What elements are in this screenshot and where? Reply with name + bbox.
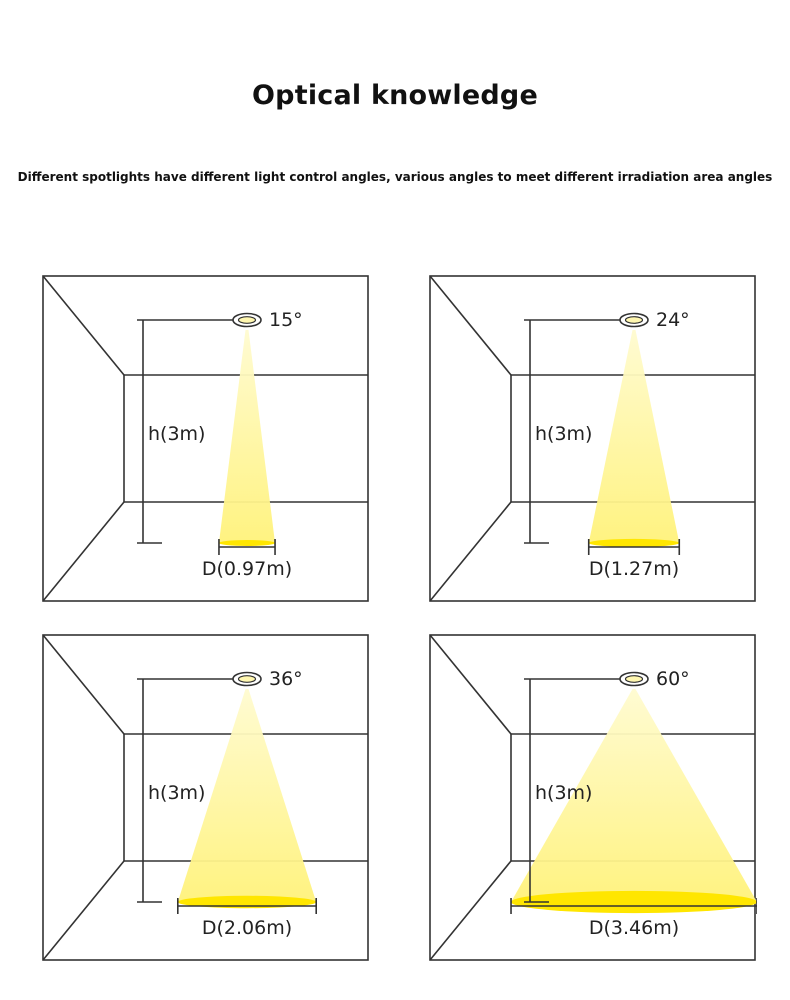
spotlight-icon: [233, 673, 261, 686]
beam-floor-spot: [219, 540, 275, 546]
room-outline: [43, 276, 368, 601]
diameter-label: D(1.27m): [588, 558, 680, 580]
diameter-label: D(2.06m): [201, 917, 293, 939]
height-label: h(3m): [148, 423, 206, 445]
spotlight-icon: [620, 314, 648, 327]
beam-angle-label: 24°: [656, 309, 690, 331]
page-title: Optical knowledge: [252, 80, 538, 111]
light-beam: [589, 330, 680, 543]
spotlight-diagram-60: [429, 634, 757, 962]
diameter-label: D(3.46m): [588, 917, 680, 939]
light-beam: [219, 330, 275, 543]
room-outline: [43, 635, 368, 960]
spotlight-icon: [233, 314, 261, 327]
diameter-label: D(0.97m): [201, 558, 293, 580]
beam-angle-label: 36°: [269, 668, 303, 690]
beam-angle-label: 60°: [656, 668, 690, 690]
beam-floor-spot: [589, 539, 680, 547]
height-label: h(3m): [148, 782, 206, 804]
spotlight-icon: [620, 673, 648, 686]
spotlight-diagram-24: [429, 275, 757, 603]
beam-angle-label: 15°: [269, 309, 303, 331]
spotlight-diagram-36: [42, 634, 370, 962]
page-subtitle: Different spotlights have different light control angles, various angles to meet different irradiation area angles: [17, 170, 773, 184]
height-label: h(3m): [535, 423, 593, 445]
height-label: h(3m): [535, 782, 593, 804]
room-outline: [430, 276, 755, 601]
spotlight-diagram-15: [42, 275, 370, 603]
